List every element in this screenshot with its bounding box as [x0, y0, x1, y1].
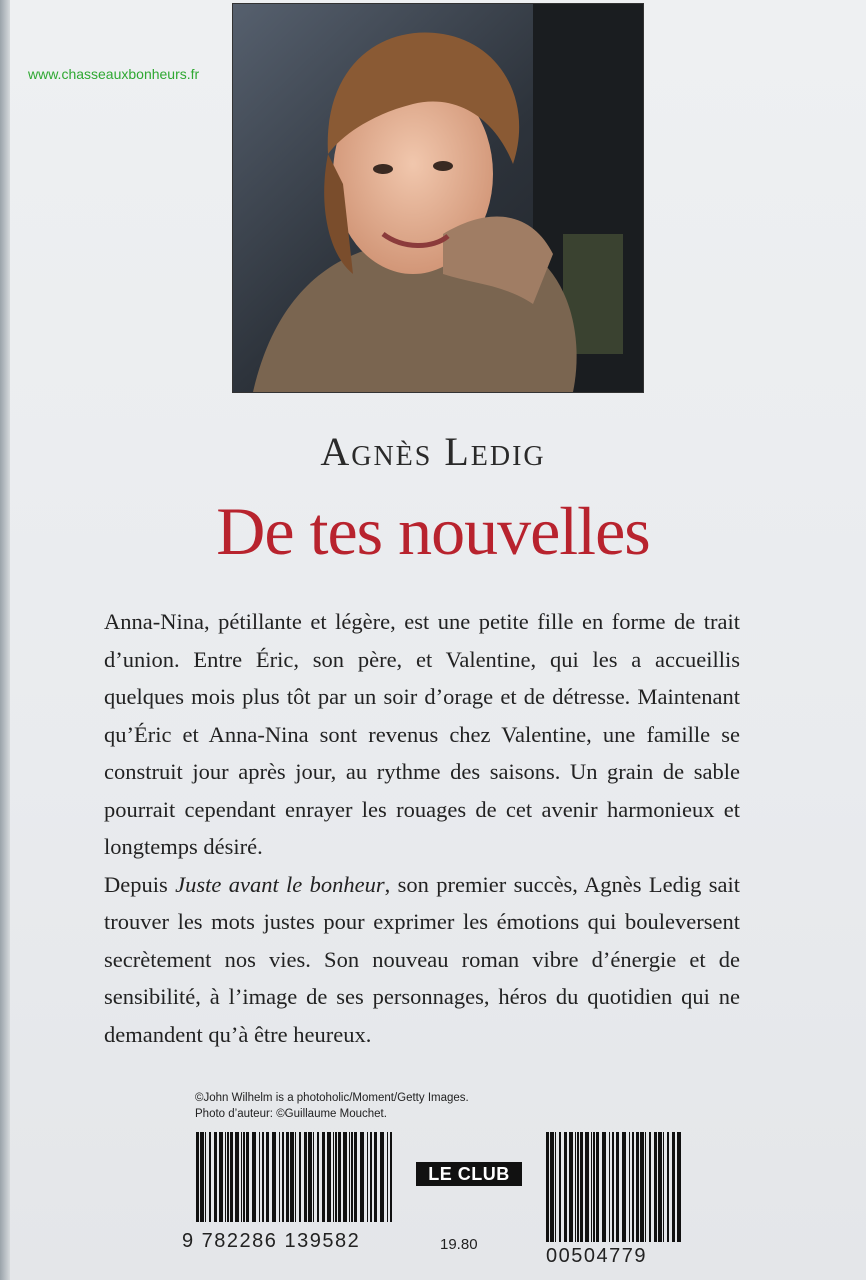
isbn-number: 9 782286 139582 — [182, 1230, 361, 1252]
barcode-bar — [246, 1132, 249, 1222]
barcode-bar — [252, 1132, 256, 1222]
barcode-bar — [205, 1132, 206, 1222]
publisher-logo: LE CLUB — [416, 1162, 522, 1186]
blurb-p2-book-reference: Juste avant le bonheur — [175, 871, 385, 897]
barcode-bar — [354, 1132, 357, 1222]
credit-line-1: ©John Wilhelm is a photoholic/Moment/Getty Images. — [195, 1092, 469, 1104]
barcode-bar — [555, 1132, 556, 1242]
barcode-bar — [279, 1132, 280, 1222]
barcode-bar — [262, 1132, 264, 1222]
credit-line-2: Photo d’auteur: ©Guillaume Mouchet. — [195, 1108, 387, 1120]
barcode-bar — [374, 1132, 377, 1222]
barcode-bar — [266, 1132, 269, 1222]
barcode-bar — [259, 1132, 260, 1222]
blurb — [104, 603, 740, 1053]
barcode-bar — [645, 1132, 646, 1242]
barcode-bar — [333, 1132, 334, 1222]
barcode-bar — [322, 1132, 325, 1222]
barcode-bar — [632, 1132, 634, 1242]
barcode-bar — [282, 1132, 284, 1222]
barcode-bar — [663, 1132, 664, 1242]
author-name: Agnès Ledig — [320, 429, 546, 474]
blurb-p2-start: Depuis — [104, 871, 176, 897]
barcode-bar — [546, 1132, 549, 1242]
item-barcode — [546, 1132, 682, 1242]
barcode-bar — [640, 1132, 644, 1242]
barcode-bar — [327, 1132, 331, 1222]
photo-credits — [195, 1090, 469, 1122]
barcode-bar — [272, 1132, 276, 1222]
barcode-bar — [654, 1132, 657, 1242]
barcode-bar — [227, 1132, 229, 1222]
barcode-bar — [308, 1132, 312, 1222]
barcode-bar — [387, 1132, 388, 1222]
blurb-paragraph-2 — [104, 866, 740, 1054]
barcode-bar — [616, 1132, 619, 1242]
barcode-bar — [317, 1132, 319, 1222]
barcode-bar — [609, 1132, 610, 1242]
barcode-bar — [200, 1132, 204, 1222]
barcode-bar — [622, 1132, 626, 1242]
barcode-bar — [313, 1132, 314, 1222]
barcode-bar — [360, 1132, 364, 1222]
barcode-bar — [677, 1132, 681, 1242]
item-code: 00504779 — [546, 1245, 647, 1267]
barcode-bar — [612, 1132, 614, 1242]
barcode-bar — [196, 1132, 199, 1222]
barcode-bar — [241, 1132, 242, 1222]
barcode-bar — [602, 1132, 606, 1242]
barcode-bar — [672, 1132, 675, 1242]
barcode-bar — [667, 1132, 669, 1242]
barcode-bar — [219, 1132, 223, 1222]
barcode-bar — [649, 1132, 651, 1242]
barcode-bar — [380, 1132, 384, 1222]
barcode-bar — [370, 1132, 372, 1222]
barcode-bar — [658, 1132, 662, 1242]
barcode-bar — [295, 1132, 296, 1222]
barcode-bar — [577, 1132, 579, 1242]
barcode-bar — [564, 1132, 567, 1242]
barcode-bar — [349, 1132, 350, 1222]
barcode-bar — [569, 1132, 573, 1242]
barcode-bar — [338, 1132, 341, 1222]
barcode-bar — [575, 1132, 576, 1242]
barcode-bar — [243, 1132, 245, 1222]
book-title: De tes nouvelles — [216, 493, 650, 569]
barcode-bar — [209, 1132, 211, 1222]
price: 19.80 — [440, 1236, 478, 1253]
barcode-bar — [304, 1132, 307, 1222]
barcode-bar — [343, 1132, 347, 1222]
barcode-bar — [591, 1132, 592, 1242]
barcode-bar — [559, 1132, 561, 1242]
barcode-bar — [580, 1132, 583, 1242]
barcode-bar — [550, 1132, 554, 1242]
barcode-bar — [367, 1132, 368, 1222]
barcode-bar — [335, 1132, 337, 1222]
barcode-bar — [230, 1132, 233, 1222]
barcode-bar — [390, 1132, 392, 1222]
barcode-bar — [286, 1132, 289, 1222]
barcode-bar — [299, 1132, 301, 1222]
blurb-paragraph-1: Anna-Nina, pétillante et légère, est une petite fille en forme de trait d’union. Entre Éric, son père, et Valentine, qui les a accueillis quelques mois plus tôt par un soir d’orage et de détresse. Maintenant qu’Éric et Anna-Nina sont revenus chez Valentine, une famille se construit jour après jour, au rythme des saisons. Un grain de sable pourrait cependant enrayer les rouages de cet avenir harmonieux et longtemps désiré. — [104, 609, 740, 859]
barcode-bar — [585, 1132, 589, 1242]
barcode-bar — [214, 1132, 217, 1222]
cover-edge — [0, 0, 10, 1280]
barcode-bar — [593, 1132, 595, 1242]
barcode-bar — [596, 1132, 599, 1242]
watermark-link[interactable]: www.chasseauxbonheurs.fr — [28, 66, 200, 82]
barcode-bar — [290, 1132, 294, 1222]
barcode-bar — [629, 1132, 630, 1242]
barcode-bar — [636, 1132, 639, 1242]
barcode-bar — [235, 1132, 239, 1222]
barcode-bar — [351, 1132, 353, 1222]
isbn-barcode — [196, 1132, 396, 1222]
barcode-bar — [225, 1132, 226, 1222]
blurb-p2-end: , son premier succès, Agnès Ledig sait trouver les mots justes pour exprimer les émotions qui bouleversent secrètement nos vies. Son nouveau roman vibre d’énergie et de sensibilité, à l’image de ses personnages, héros du quotidien qui ne demandent qu’à être heureux. — [104, 871, 740, 1047]
author-photo — [232, 3, 644, 393]
